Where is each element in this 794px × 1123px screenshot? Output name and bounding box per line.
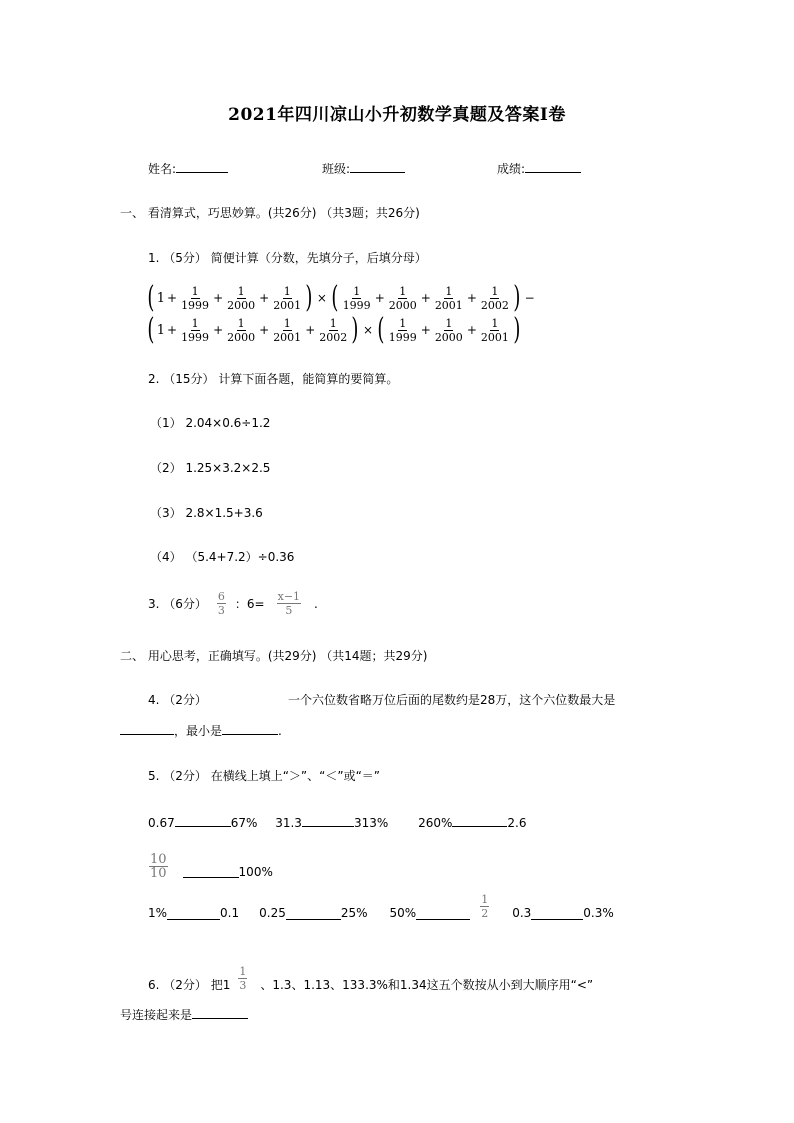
q5-blank[interactable] [175,814,231,827]
q5-value: 50% [389,906,417,920]
q1-formula-line1 [145,280,537,315]
fraction-1-2002: $\frac{1}{2002}$ [480,284,509,312]
plus-sign: + [167,291,178,305]
q6-prefix: 6. （2分） 把1 [148,978,231,992]
q6-line2 [120,1006,248,1023]
plus-sign: + [466,323,477,337]
q4-line2 [120,722,282,739]
q5-row3 [148,892,614,920]
fraction-1-2001: $\frac{1}{2001}$ [480,316,509,344]
fraction-1-2001: $\frac{1}{2001}$ [273,316,302,344]
fraction-1-2002: $\frac{1}{2002}$ [319,316,348,344]
fraction-1-1999: $\frac{1}{1999}$ [388,316,417,344]
class-blank[interactable] [350,160,405,173]
plus-sign: + [420,323,431,337]
minus-sign: − [524,291,535,305]
paren-close: ) [513,312,521,347]
q3-middle: ：6= [234,597,265,611]
q5-blank[interactable] [167,907,220,920]
q5-fraction-10-10: $\frac{10}{10}$ [150,852,167,881]
q5-blank[interactable] [452,814,507,827]
q3-fraction-x-5: $\frac{x-1}{5}$ [277,590,301,617]
q3-line [148,590,318,617]
q5-value: 25% [340,906,368,920]
q5-blank[interactable] [416,907,470,920]
fraction-1-1999: $\frac{1}{1999}$ [181,316,210,344]
fraction-1-2000: $\frac{1}{2000}$ [388,284,417,312]
score-field [497,160,581,177]
q5-blank[interactable] [302,814,354,827]
plus-sign: + [259,291,270,305]
q4-mid: ，最小是 [174,724,223,738]
name-blank[interactable] [176,160,228,173]
q5-value: 1% [148,906,168,920]
fraction-1-2001: $\frac{1}{2001}$ [273,284,302,312]
q6-line1 [148,964,593,993]
q4-prefix: 4. （2分） [148,693,207,707]
q5-value: 100% [238,864,273,879]
plus-sign: + [466,291,477,305]
q4-blank-max[interactable] [120,722,174,735]
plus-sign: + [420,291,431,305]
q6-blank[interactable] [192,1006,248,1019]
q2-item-4: （4） （5.4+7.2）÷0.36 [150,550,295,564]
q5-row1 [148,814,526,830]
q5-row2 [148,853,273,880]
times-sign: × [316,291,327,305]
q4-end: . [278,724,282,738]
q5-value: 0.3 [512,906,532,920]
plus-sign: + [213,323,224,337]
fraction-1-2000: $\frac{1}{2000}$ [434,316,463,344]
paren-close: ) [305,280,313,315]
q5-prompt: 5. （2分） 在横线上填上“＞”、“＜”或“＝” [148,769,381,783]
q5-value: 0.3% [583,906,614,920]
section2-heading: 二、 用心思考，正确填写。(共29分) （共14题；共29分) [120,649,428,663]
q5-blank[interactable] [286,907,341,920]
score-blank[interactable] [525,160,581,173]
q1-prompt: 1. （5分） 简便计算（分数，先填分子，后填分母） [148,251,427,265]
q4-blank-min[interactable] [222,722,278,735]
name-field [148,160,228,177]
paren-open: ( [147,280,155,315]
q3-suffix: . [314,596,318,611]
q1-formula-line2 [145,312,523,347]
q5-value: 0.1 [220,906,240,920]
q5-blank[interactable] [531,907,583,920]
paren-open: ( [331,280,339,315]
q2-item-1: （1） 2.04×0.6÷1.2 [150,416,271,430]
fraction-1-2000: $\frac{1}{2000}$ [227,316,256,344]
plus-sign: + [305,323,316,337]
q4-text: 一个六位数省略万位后面的尾数约是28万，这个六位数最大是 [288,693,616,707]
fraction-1-1999: $\frac{1}{1999}$ [342,284,371,312]
plus-sign: + [213,291,224,305]
class-label: 班级: [322,162,351,176]
paren-open: ( [147,312,155,347]
plus-sign: + [374,291,385,305]
q6-text: 、1.3、1.13、133.3%和1.34这五个数按从小到大顺序用“<” [260,978,594,992]
q2-item-2: （2） 1.25×3.2×2.5 [150,461,271,475]
q5-blank[interactable] [183,865,239,878]
q5-value: 2.6 [507,816,527,830]
q2-item-3: （3） 2.8×1.5+3.6 [150,506,263,520]
plus-sign: + [167,323,178,337]
q5-value: 0.25 [259,906,286,920]
q5-value: 0.67 [148,816,175,830]
name-label: 姓名: [148,162,177,176]
q5-value: 260% [418,816,453,830]
score-label: 成绩: [497,162,526,176]
q5-fraction-1-2: $\frac{1}{2}$ [481,892,489,920]
q5-value: 31.3 [275,816,302,830]
section1-heading: 一、 看清算式，巧思妙算。(共26分) （共3题；共26分) [120,206,420,220]
q6-fraction-1-3: $\frac{1}{3}$ [239,965,247,992]
paren-close: ) [351,312,359,347]
fraction-1-2001: $\frac{1}{2001}$ [434,284,463,312]
fraction-1-1999: $\frac{1}{1999}$ [181,284,210,312]
one: 1 [156,322,165,338]
q2-prompt: 2. （15分） 计算下面各题，能简算的要简算。 [148,372,399,386]
q5-value: 67% [230,816,258,830]
fraction-1-2000: $\frac{1}{2000}$ [227,284,256,312]
q3-fraction-6-3: $\frac{6}{3}$ [217,590,225,617]
class-field [322,160,405,177]
page-title: 2021年四川凉山小升初数学真题及答案Ⅰ卷 [228,105,566,125]
one: 1 [156,290,165,306]
q3-prefix: 3. （6分） [148,597,207,611]
paren-close: ) [513,280,521,315]
plus-sign: + [259,323,270,337]
paren-open: ( [377,312,385,347]
q5-value: 313% [353,816,389,830]
times-sign: × [362,323,374,337]
q6-line2-text: 号连接起来是 [120,1008,193,1022]
